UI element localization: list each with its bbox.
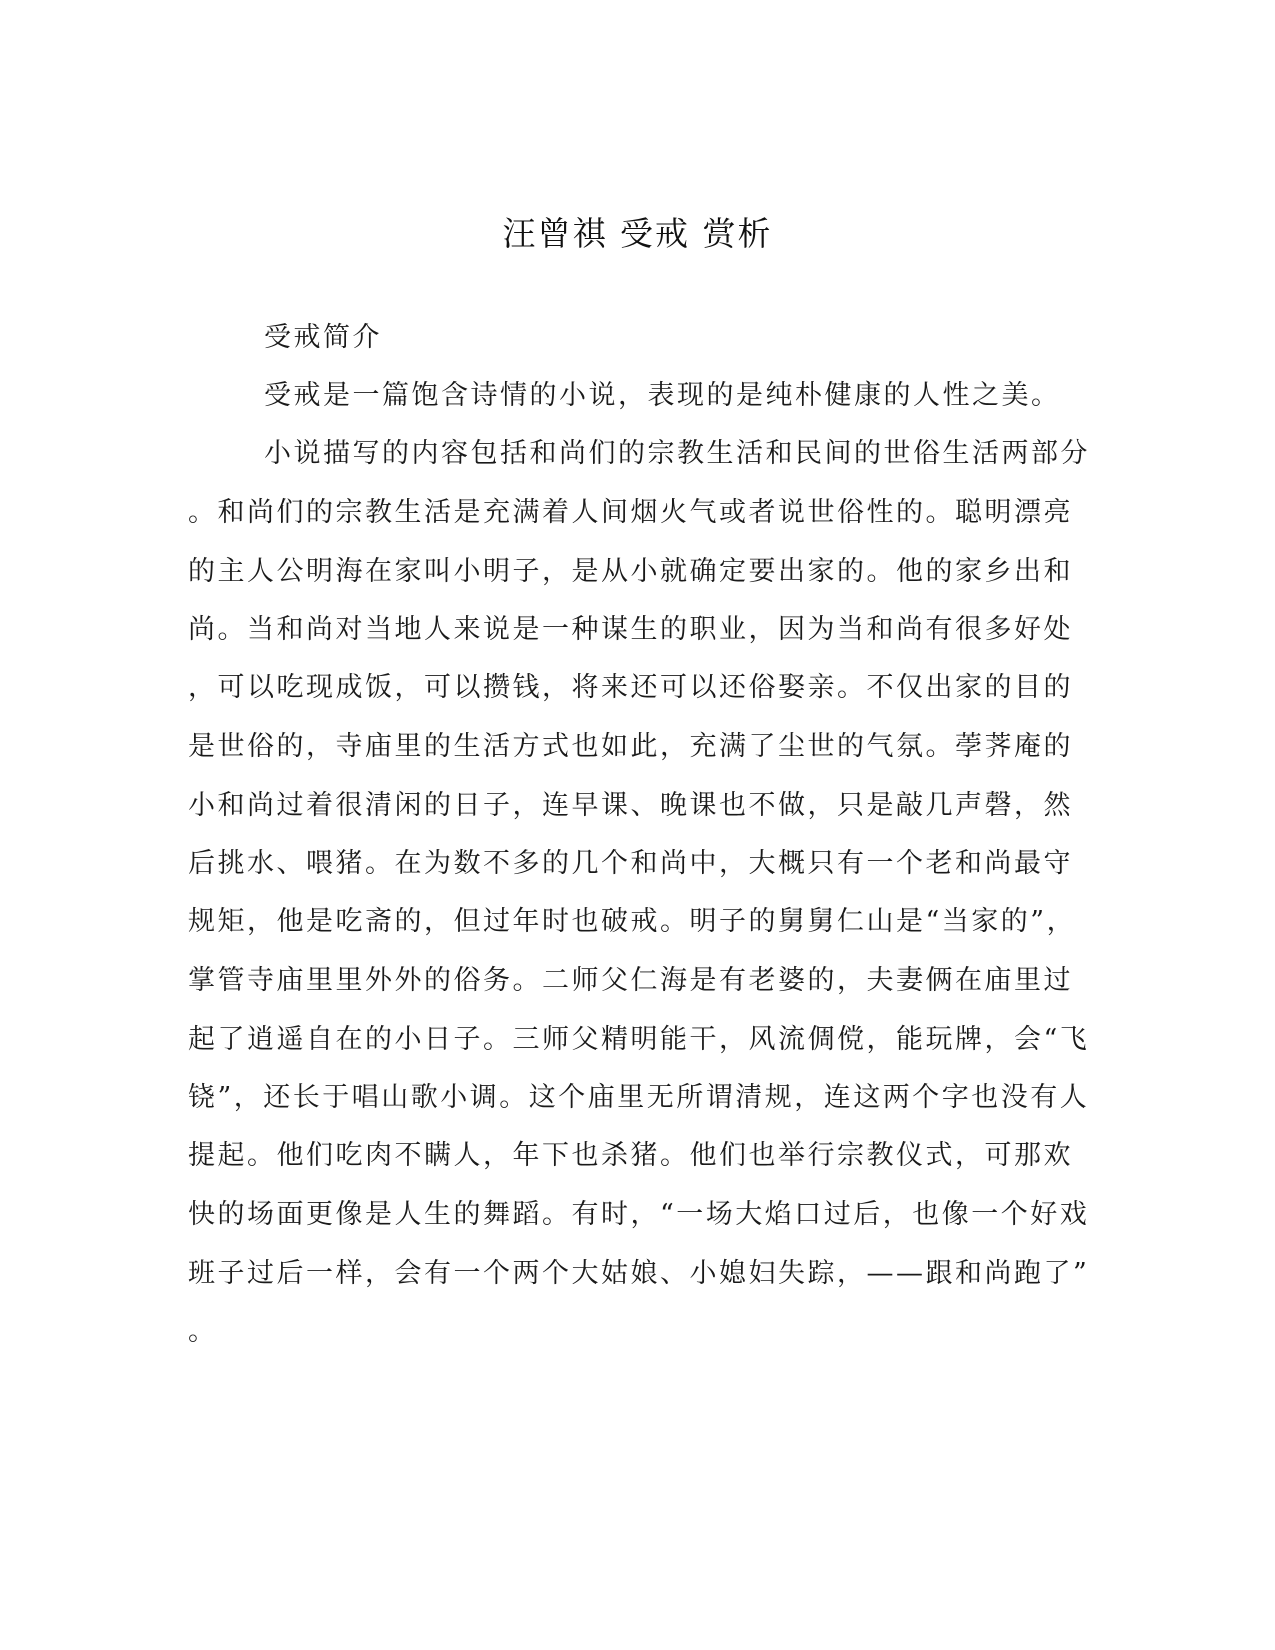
paragraph-line: 是世俗的，寺庙里的生活方式也如此，充满了尘世的气氛。荸荠庵的: [188, 731, 1073, 762]
paragraph-line: 尚。当和尚对当地人来说是一种谋生的职业，因为当和尚有很多好处: [188, 614, 1073, 645]
paragraph-line: 小说描写的内容包括和尚们的宗教生活和民间的世俗生活两部分: [264, 438, 1090, 469]
section-heading: 受戒简介: [264, 322, 382, 353]
paragraph-line: 小和尚过着很清闲的日子，连早课、晚课也不做，只是敲几声磬，然: [188, 790, 1073, 821]
paragraph-line: 班子过后一样，会有一个两个大姑娘、小媳妇失踪，——跟和尚跑了”: [188, 1258, 1090, 1289]
paragraph-line: ，可以吃现成饭，可以攒钱，将来还可以还俗娶亲。不仅出家的目的: [188, 672, 1073, 703]
document-title: 汪曾祺 受戒 赏析: [502, 214, 773, 253]
paragraph-line: 。和尚们的宗教生活是充满着人间烟火气或者说世俗性的。聪明漂亮: [188, 497, 1073, 528]
paragraph-line: 规矩，他是吃斋的，但过年时也破戒。明子的舅舅仁山是“当家的”，: [188, 906, 1077, 937]
paragraph-line: 铙”，还长于唱山歌小调。这个庙里无所谓清规，连这两个字也没有人: [188, 1082, 1090, 1113]
paragraph-line: 提起。他们吃肉不瞒人，年下也杀猪。他们也举行宗教仪式，可那欢: [188, 1140, 1073, 1171]
paragraph-line: 起了逍遥自在的小日子。三师父精明能干，风流倜傥，能玩牌，会“飞: [188, 1024, 1090, 1055]
paragraph-line: 掌管寺庙里里外外的俗务。二师父仁海是有老婆的，夫妻俩在庙里过: [188, 965, 1073, 996]
paragraph-line: 快的场面更像是人生的舞蹈。有时，“一场大焰口过后，也像一个好戏: [188, 1199, 1090, 1230]
paragraph-line: 。: [188, 1316, 218, 1347]
intro-paragraph: 受戒是一篇饱含诗情的小说，表现的是纯朴健康的人性之美。: [264, 380, 1061, 411]
paragraph-line: 的主人公明海在家叫小明子，是从小就确定要出家的。他的家乡出和: [188, 556, 1073, 587]
paragraph-line: 后挑水、喂猪。在为数不多的几个和尚中，大概只有一个老和尚最守: [188, 848, 1073, 879]
